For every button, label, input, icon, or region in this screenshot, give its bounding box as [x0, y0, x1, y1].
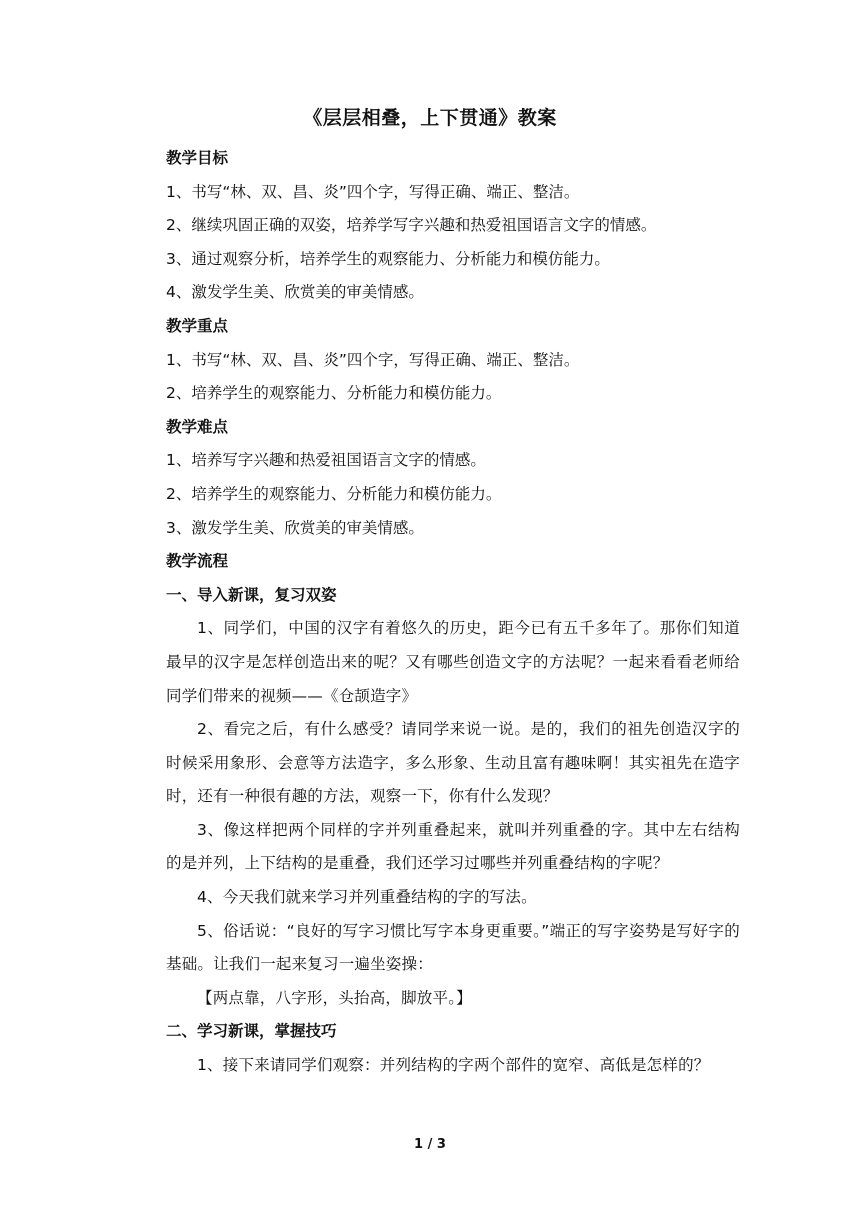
- difficulty-item: 1、培养写字兴趣和热爱祖国语言文字的情感。: [166, 451, 486, 470]
- page-number: 1 / 3: [414, 1137, 446, 1152]
- key-point-item: 1、书写“林、双、昌、炎”四个字，写得正确、端正、整洁。: [166, 350, 580, 369]
- difficulty-item: 2、培养学生的观察能力、分析能力和模仿能力。: [166, 484, 502, 503]
- objective-item: 3、通过观察分析，培养学生的观察能力、分析能力和模仿能力。: [166, 249, 610, 268]
- document-title: 《层层相叠，上下贯通》教案: [303, 107, 557, 129]
- process-paragraph: 4、今天我们就来学习并列重叠结构的字的写法。: [197, 888, 537, 907]
- process-paragraph: 3、像这样把两个同样的字并列重叠起来，就叫并列重叠的字。其中左右结构的是并列，上下结构的是重叠，我们还学习过哪些并列重叠结构的字呢？: [166, 820, 740, 873]
- posture-chant: 【两点靠，八字形，头抬高，脚放平。】: [197, 988, 472, 1007]
- process-part2-heading: 二、学习新课，掌握技巧: [166, 1022, 337, 1041]
- section-heading-difficulties: 教学难点: [166, 417, 229, 436]
- key-point-item: 2、培养学生的观察能力、分析能力和模仿能力。: [166, 384, 502, 403]
- document-body: [166, 142, 740, 1083]
- objective-item: 2、继续巩固正确的双姿，培养学写字兴趣和热爱祖国语言文字的情感。: [166, 216, 657, 235]
- process-paragraph: 1、同学们，中国的汉字有着悠久的历史，距今已有五千多年了。那你们知道最早的汉字是怎样创造出来的呢？又有哪些创造文字的方法呢？一起来看看老师给同学们带来的视频——《仓颉造字》: [166, 619, 740, 705]
- difficulty-item: 3、激发学生美、欣赏美的审美情感。: [166, 518, 424, 537]
- process-paragraph: 5、俗话说：“良好的写字习惯比写字本身更重要。”端正的写字姿势是写好字的基础。让我们一起来复习一遍坐姿操：: [166, 921, 740, 974]
- objective-item: 1、书写“林、双、昌、炎”四个字，写得正确、端正、整洁。: [166, 182, 580, 201]
- process-paragraph: 1、接下来请同学们观察：并列结构的字两个部件的宽窄、高低是怎样的？: [197, 1056, 710, 1075]
- process-part1-heading: 一、导入新课，复习双姿: [166, 585, 337, 604]
- section-heading-process: 教学流程: [166, 552, 229, 571]
- section-heading-objectives: 教学目标: [166, 149, 229, 167]
- objective-item: 4、激发学生美、欣赏美的审美情感。: [166, 283, 424, 302]
- section-heading-key-points: 教学重点: [166, 316, 229, 335]
- process-paragraph: 2、看完之后，有什么感受？请同学来说一说。是的，我们的祖先创造汉字的时候采用象形、会意等方法造字，多么形象、生动且富有趣味啊！其实祖先在造字时，还有一种很有趣的方法，观察一下，你有什么发现？: [166, 720, 740, 806]
